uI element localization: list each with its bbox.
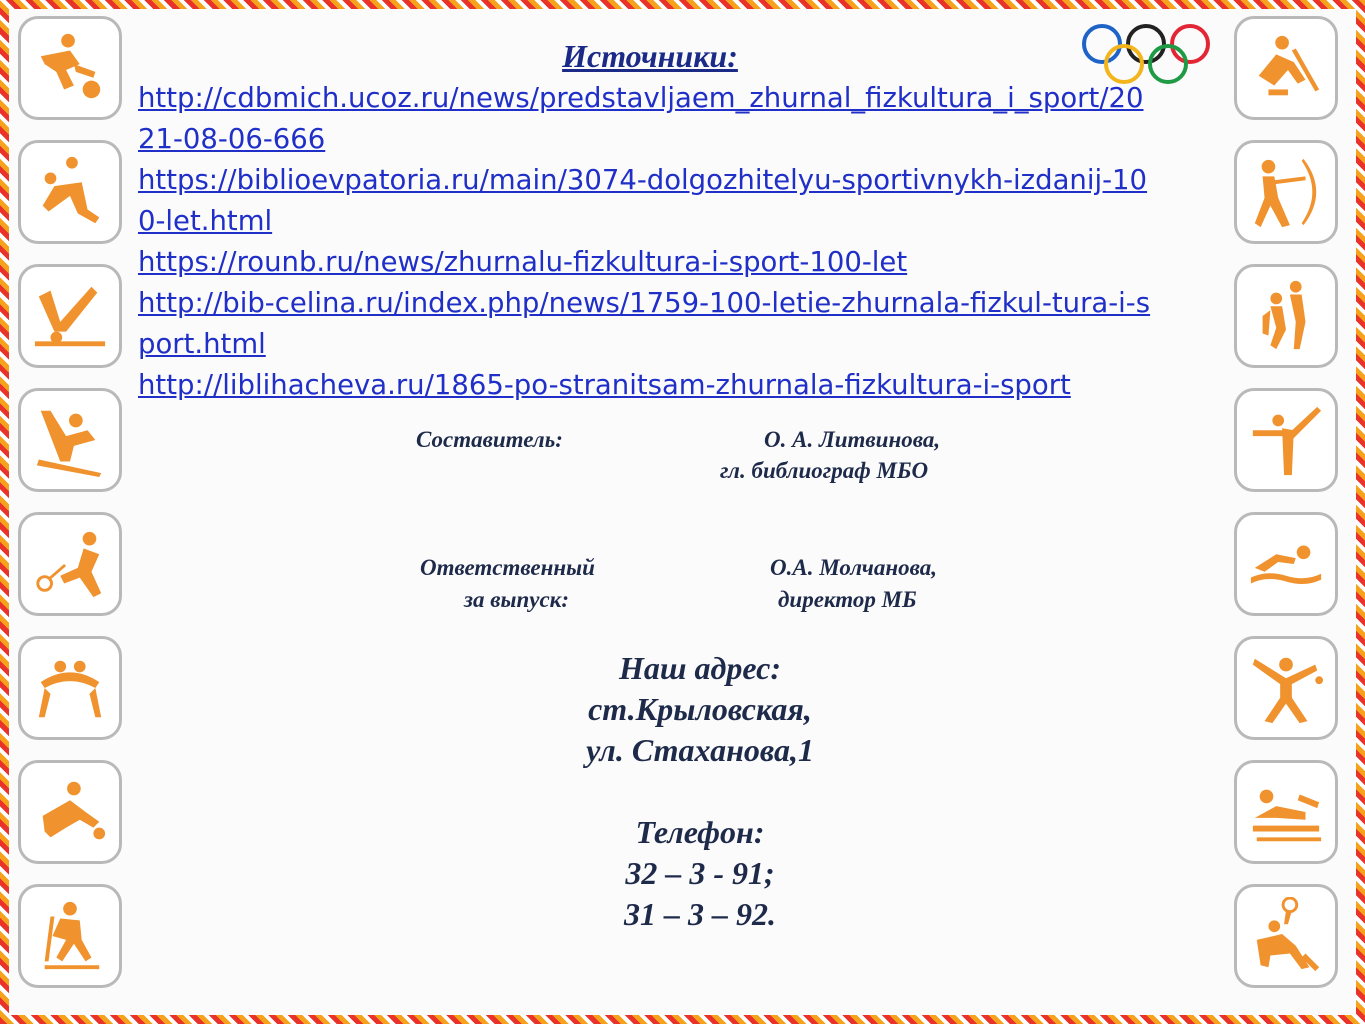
address-line: ст.Крыловская, <box>588 691 812 727</box>
sources-list <box>138 78 1158 406</box>
source-link[interactable]: http://liblihacheva.ru/1865-po-stranitsam-zhurnala-fizkultura-i-sport <box>138 369 1071 401</box>
phone-number: 31 – 3 – 92. <box>624 896 776 932</box>
responsible-name: О.А. Молчанова, <box>770 555 937 580</box>
source-link[interactable]: https://rounb.ru/news/zhurnalu-fizkultura-i-sport-100-let <box>138 246 908 278</box>
bobsleigh-icon <box>1234 760 1338 864</box>
badminton-icon <box>18 512 122 616</box>
address-title: Наш адрес: <box>618 650 782 686</box>
basketball-icon <box>1234 264 1338 368</box>
responsible-label-cont: за выпуск: <box>464 587 569 612</box>
source-link[interactable]: https://biblioevpatoria.ru/main/3074-dolgozhitelyu-sportivnykh-izdanij-100-let.html <box>138 164 1148 237</box>
contact-block <box>500 648 900 935</box>
archery-icon <box>1234 140 1338 244</box>
phone-number: 32 – 3 - 91; <box>625 855 775 891</box>
phone-title: Телефон: <box>635 814 765 850</box>
gymnastics-icon <box>18 264 122 368</box>
compiler-label: Составитель: <box>416 427 563 452</box>
volleyball-icon <box>18 140 122 244</box>
responsible-label: Ответственный <box>420 555 595 580</box>
bowling-icon <box>18 760 122 864</box>
tennis-icon <box>1234 884 1338 988</box>
source-link[interactable]: http://cdbmich.ucoz.ru/news/predstavljaem_zhurnal_fizkultura_i_sport/2021-08-06-666 <box>138 82 1144 155</box>
skiing-icon <box>18 884 122 988</box>
fencing-icon <box>1234 388 1338 492</box>
address-line: ул. Стаханова,1 <box>586 732 814 768</box>
compiler-name: О. А. Литвинова, <box>764 427 941 452</box>
compiler-position: гл. библиограф МБО <box>720 458 929 483</box>
ski-jump-icon <box>18 388 122 492</box>
sources-heading: Источники: <box>562 38 738 74</box>
wrestling-icon <box>18 636 122 740</box>
source-link[interactable]: http://bib-celina.ru/index.php/news/1759-100-letie-zhurnala-fizkul-tura-i-sport.html <box>138 287 1151 360</box>
responsible-position: директор МБ <box>778 587 917 612</box>
spacer <box>500 771 900 812</box>
swimming-icon <box>1234 512 1338 616</box>
table-tennis-icon <box>1234 636 1338 740</box>
